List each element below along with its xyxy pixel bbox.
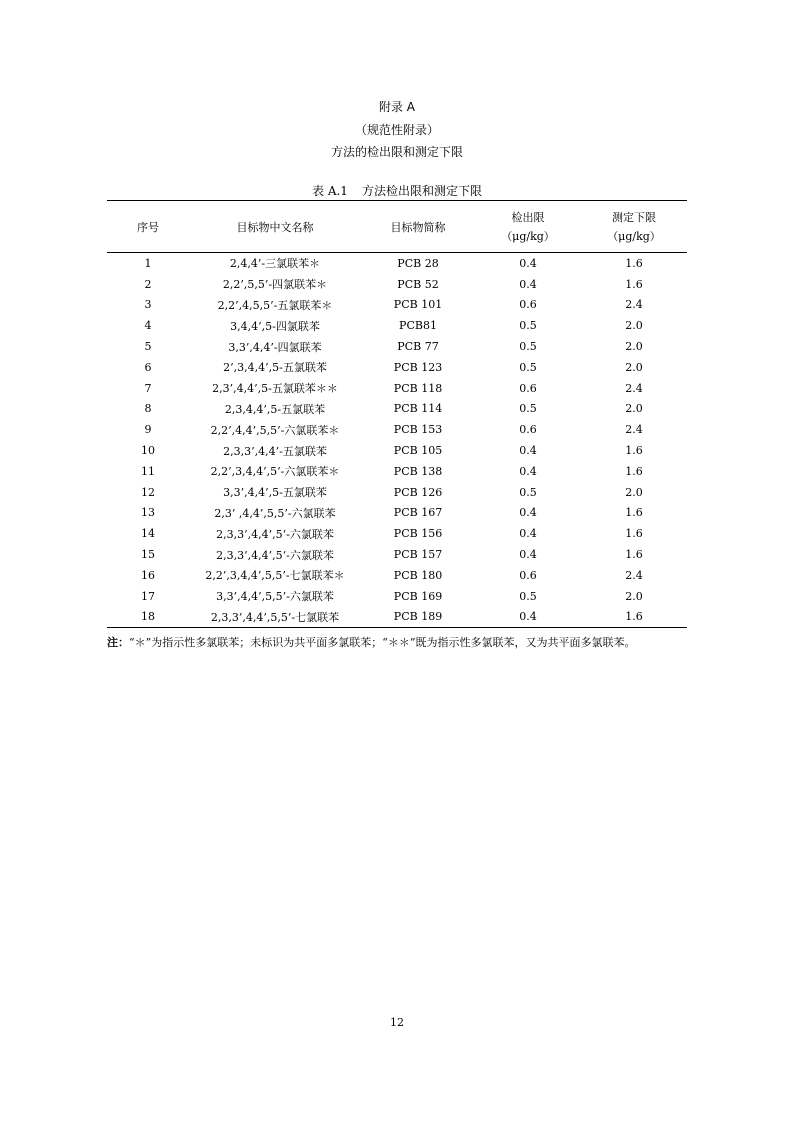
cell-abbreviation: PCB 114 — [393, 402, 443, 416]
cell-abbreviation: PCB 52 — [397, 277, 439, 291]
cell-index: 6 — [144, 360, 152, 374]
cell-quantitation-limit: 1.6 — [625, 277, 643, 291]
cell-quantitation-limit: 2.0 — [625, 485, 643, 499]
cell-index: 11 — [141, 464, 155, 478]
cell-abbreviation: PCB 101 — [393, 298, 443, 312]
table-row — [107, 565, 687, 586]
table-row — [107, 523, 687, 544]
header-chinese-name: 目标物中文名称 — [189, 201, 361, 253]
header-detection-limit: 检出限 — [511, 211, 545, 224]
cell-quantitation-limit: 2.0 — [625, 340, 643, 354]
cell-index: 12 — [141, 485, 155, 499]
header-quantitation-limit: 测定下限 — [612, 211, 656, 224]
table-caption-title: 方法检出限和测定下限 — [361, 184, 482, 198]
table-row — [107, 440, 687, 461]
cell-quantitation-limit: 1.6 — [625, 527, 643, 541]
table-row — [107, 315, 687, 336]
cell-chinese-name: 3,3’,4,4’,5,5’-六氯联苯 — [216, 590, 334, 604]
cell-abbreviation: PCB 153 — [393, 423, 443, 437]
cell-index: 5 — [144, 340, 152, 354]
cell-chinese-name: 2,3’ ,4,4’,5,5’-六氯联苯 — [214, 506, 336, 520]
cell-abbreviation: PCB 77 — [397, 340, 439, 354]
cell-quantitation-limit: 1.6 — [625, 256, 643, 270]
cell-chinese-name: 2,2’,4,5,5’-五氯联苯＊ — [217, 298, 333, 312]
table-row — [107, 274, 687, 295]
cell-abbreviation: PCB 28 — [397, 256, 439, 270]
cell-chinese-name: 3,3’,4,4’,5-五氯联苯 — [223, 486, 327, 500]
cell-detection-limit: 0.4 — [475, 607, 581, 628]
appendix-title: 方法的检出限和测定下限 — [330, 145, 463, 159]
cell-index: 1 — [144, 256, 152, 270]
table-row — [107, 503, 687, 524]
cell-chinese-name: 3,3’,4,4’-四氯联苯 — [228, 340, 322, 354]
cell-abbreviation: PCB 157 — [393, 548, 443, 562]
cell-detection-limit: 0.6 — [519, 298, 537, 312]
cell-quantitation-limit: 1.6 — [581, 607, 687, 628]
cell-detection-limit: 0.4 — [519, 256, 537, 270]
cell-chinese-name: 2,3,3’,4,4’,5,5’-七氯联苯 — [189, 607, 361, 628]
detection-limit-table — [107, 200, 687, 628]
cell-abbreviation: PCB 118 — [393, 381, 443, 395]
cell-index: 17 — [141, 589, 155, 603]
cell-abbreviation: PCB81 — [399, 319, 437, 333]
cell-abbreviation: PCB 167 — [393, 506, 443, 520]
cell-quantitation-limit: 1.6 — [625, 548, 643, 562]
table-row — [107, 482, 687, 503]
table-row — [107, 544, 687, 565]
table-row — [107, 253, 687, 274]
cell-quantitation-limit: 2.4 — [625, 423, 643, 437]
page-number: 12 — [390, 1016, 404, 1029]
table-note — [107, 630, 689, 656]
cell-index: 4 — [144, 319, 152, 333]
cell-index: 18 — [107, 607, 189, 628]
cell-chinese-name: 2,3,4,4’,5-五氯联苯 — [224, 402, 326, 416]
table-row — [107, 399, 687, 420]
cell-detection-limit: 0.6 — [519, 423, 537, 437]
cell-index: 8 — [144, 402, 152, 416]
cell-chinese-name: 2,2’,5,5’-四氯联苯＊ — [222, 278, 328, 292]
cell-index: 16 — [141, 568, 155, 582]
cell-detection-limit: 0.4 — [519, 464, 537, 478]
cell-index: 13 — [141, 506, 155, 520]
cell-quantitation-limit: 1.6 — [625, 444, 643, 458]
cell-abbreviation: PCB 138 — [393, 464, 443, 478]
cell-quantitation-limit: 2.0 — [625, 319, 643, 333]
cell-quantitation-limit: 2.4 — [625, 381, 643, 395]
cell-index: 14 — [141, 527, 155, 541]
cell-abbreviation: PCB 126 — [393, 485, 443, 499]
cell-chinese-name: 2,3,3’,4,4’-五氯联苯 — [223, 444, 327, 458]
header-index: 序号 — [107, 201, 189, 253]
cell-chinese-name: 2’,3,4,4’,5-五氯联苯 — [223, 361, 327, 375]
table-caption — [0, 182, 794, 199]
cell-detection-limit: 0.4 — [519, 527, 537, 541]
cell-index: 3 — [144, 298, 152, 312]
cell-detection-limit: 0.6 — [519, 568, 537, 582]
cell-chinese-name: 2,2’,4,4’,5,5’-六氯联苯＊ — [210, 423, 340, 437]
cell-chinese-name: 2,2’,3,4,4’,5’-六氯联苯＊ — [210, 465, 340, 479]
cell-detection-limit: 0.5 — [519, 319, 537, 333]
table-row — [107, 357, 687, 378]
table-row — [107, 586, 687, 607]
cell-quantitation-limit: 2.4 — [625, 298, 643, 312]
header-quantitation-limit-unit: （μg/kg） — [581, 225, 687, 253]
cell-chinese-name: 2,4,4’-三氯联苯＊ — [229, 257, 321, 271]
cell-abbreviation: PCB 123 — [393, 360, 443, 374]
cell-abbreviation: PCB 105 — [393, 444, 443, 458]
cell-detection-limit: 0.6 — [519, 381, 537, 395]
table-row — [107, 607, 687, 628]
cell-abbreviation: PCB 189 — [361, 607, 475, 628]
cell-abbreviation: PCB 156 — [393, 527, 443, 541]
cell-detection-limit: 0.5 — [519, 360, 537, 374]
cell-detection-limit: 0.4 — [519, 444, 537, 458]
cell-quantitation-limit: 2.0 — [625, 402, 643, 416]
cell-chinese-name: 2,2’,3,4,4’,5,5’-七氯联苯＊ — [205, 569, 345, 583]
table-row — [107, 378, 687, 399]
cell-detection-limit: 0.5 — [519, 402, 537, 416]
cell-detection-limit: 0.5 — [519, 589, 537, 603]
table-row — [107, 295, 687, 316]
cell-detection-limit: 0.5 — [519, 340, 537, 354]
cell-quantitation-limit: 2.4 — [625, 568, 643, 582]
cell-quantitation-limit: 2.0 — [625, 360, 643, 374]
cell-index: 15 — [141, 548, 155, 562]
note-label: 注： — [107, 636, 129, 649]
cell-detection-limit: 0.4 — [519, 548, 537, 562]
table-row — [107, 461, 687, 482]
cell-chinese-name: 2,3,3’,4,4’,5‘-六氯联苯 — [216, 548, 334, 562]
appendix-heading: 附录 A — [378, 100, 416, 114]
cell-chinese-name: 2,3,3’,4,4’,5‘-六氯联苯 — [216, 527, 334, 541]
cell-quantitation-limit: 1.6 — [625, 464, 643, 478]
header-detection-limit-unit: （μg/kg） — [475, 225, 581, 253]
cell-detection-limit: 0.4 — [519, 277, 537, 291]
normative-label: （规范性附录） — [354, 123, 439, 137]
cell-abbreviation: PCB 180 — [393, 568, 443, 582]
cell-quantitation-limit: 2.0 — [625, 589, 643, 603]
header-abbreviation: 目标物简称 — [361, 201, 475, 253]
table-row — [107, 336, 687, 357]
table-body — [107, 253, 687, 628]
cell-detection-limit: 0.4 — [519, 506, 537, 520]
cell-quantitation-limit: 1.6 — [625, 506, 643, 520]
cell-abbreviation: PCB 169 — [393, 589, 443, 603]
cell-index: 10 — [141, 444, 155, 458]
cell-index: 9 — [144, 423, 152, 437]
cell-chinese-name: 2,3’,4,4’,5-五氯联苯＊＊ — [212, 382, 338, 396]
table-row — [107, 419, 687, 440]
cell-index: 7 — [144, 381, 152, 395]
cell-index: 2 — [144, 277, 152, 291]
cell-detection-limit: 0.5 — [519, 485, 537, 499]
cell-chinese-name: 3,4,4’,5-四氯联苯 — [230, 319, 320, 333]
table-caption-number: 表 A.1 — [312, 184, 348, 198]
note-text: “＊”为指示性多氯联苯；未标识为共平面多氯联苯；“＊＊”既为指示性多氯联苯，又为共平面多氯联苯。 — [129, 636, 636, 649]
